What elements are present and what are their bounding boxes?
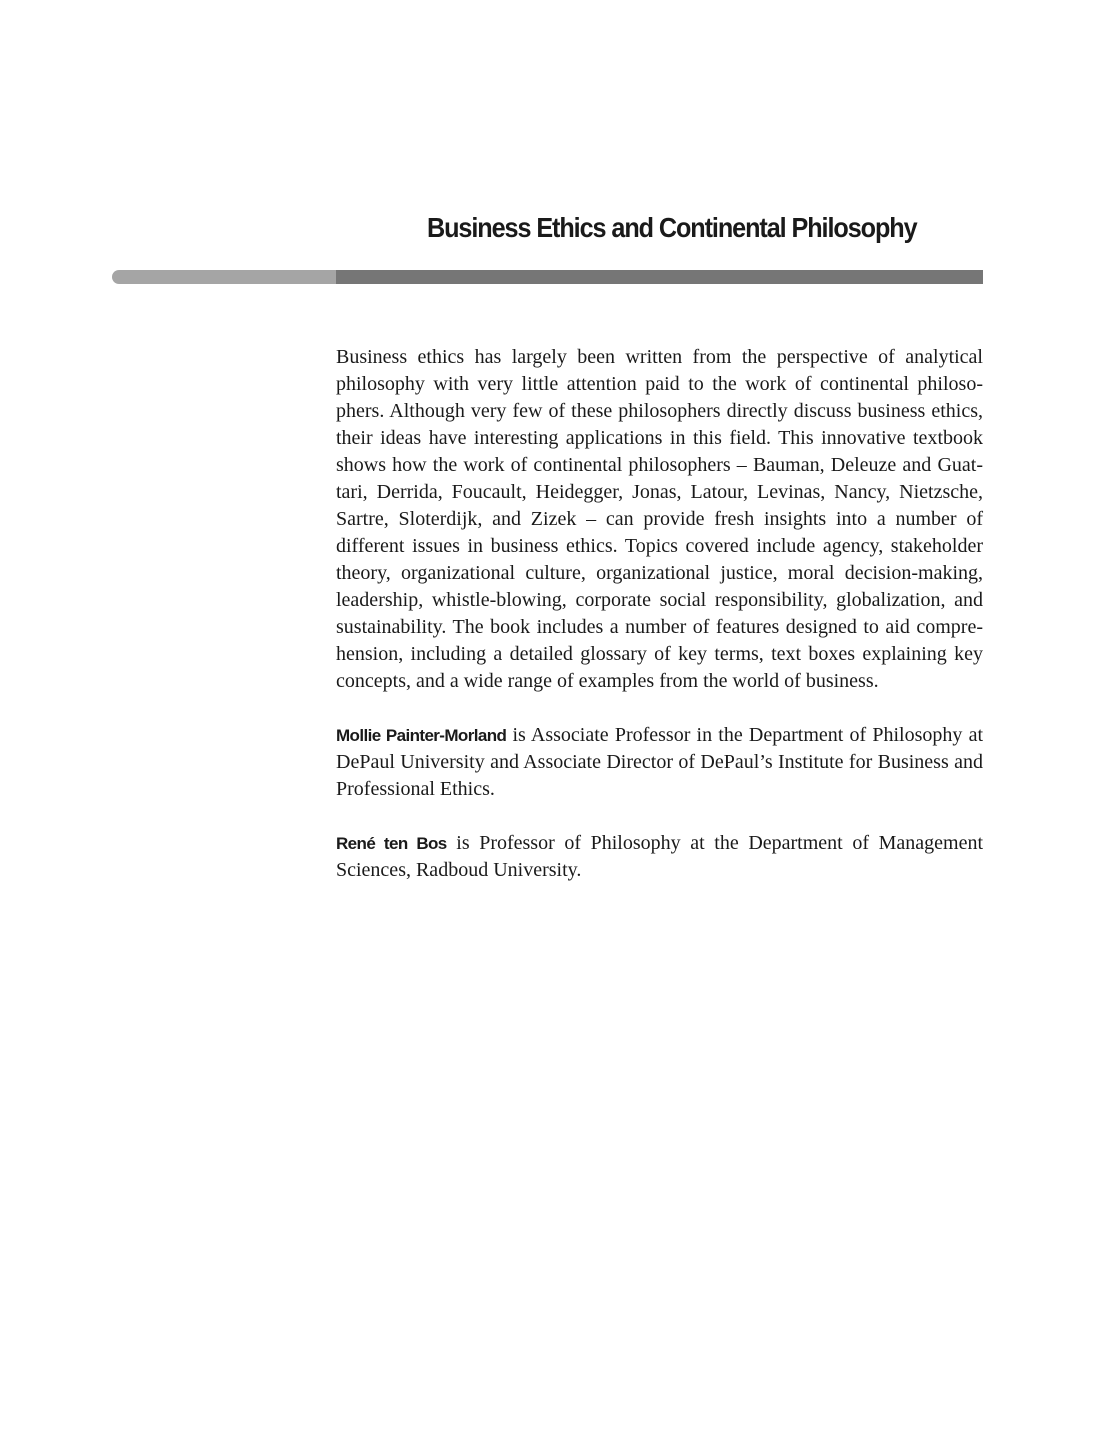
- author-name-2: René ten Bos: [336, 834, 447, 853]
- author-bio-text-1: is Associate Professor in the Department of Philosophy at DePaul University and Associate Director of DePaul’s Institute for Business and Professional Ethics.: [336, 724, 983, 800]
- book-blurb: [336, 344, 983, 911]
- title-rule-light: [112, 270, 340, 284]
- author-name-1: Mollie Painter-Morland: [336, 726, 507, 745]
- title-rule-dark: [336, 270, 983, 284]
- author-bio-text-2: is Professor of Philosophy at the Department of Management Sciences, Radboud University.: [336, 832, 984, 881]
- author-bio-1: [336, 722, 983, 803]
- author-bio-2: [336, 830, 983, 884]
- description-paragraph: Business ethics has largely been written from the perspective of analytical philosophy with very little attention paid to the work of continental philosophers. Although very few of these philosophers directly discuss business ethics, their ideas have interesting applications in this field. This innovative textbook shows how the work of continental philosophers – Bauman, Deleuze and Guattari, Derrida, Foucault, Heidegger, Jonas, Latour, Levinas, Nancy, Nietzsche, Sartre, Sloterdijk, and Zizek – can provide fresh insights into a number of different issues in business ethics. Topics covered include agency, stakeholder theory, organizational culture, organizational justice, moral decision-making, leadership, whistle-blowing, corporate social responsibility, globalization, and sustainability. The book includes a number of features designed to aid comprehension, including a detailed glossary of key terms, text boxes explaining key concepts, and a wide range of examples from the world of business.: [336, 346, 983, 692]
- book-title: Business Ethics and Continental Philosophy: [427, 212, 917, 243]
